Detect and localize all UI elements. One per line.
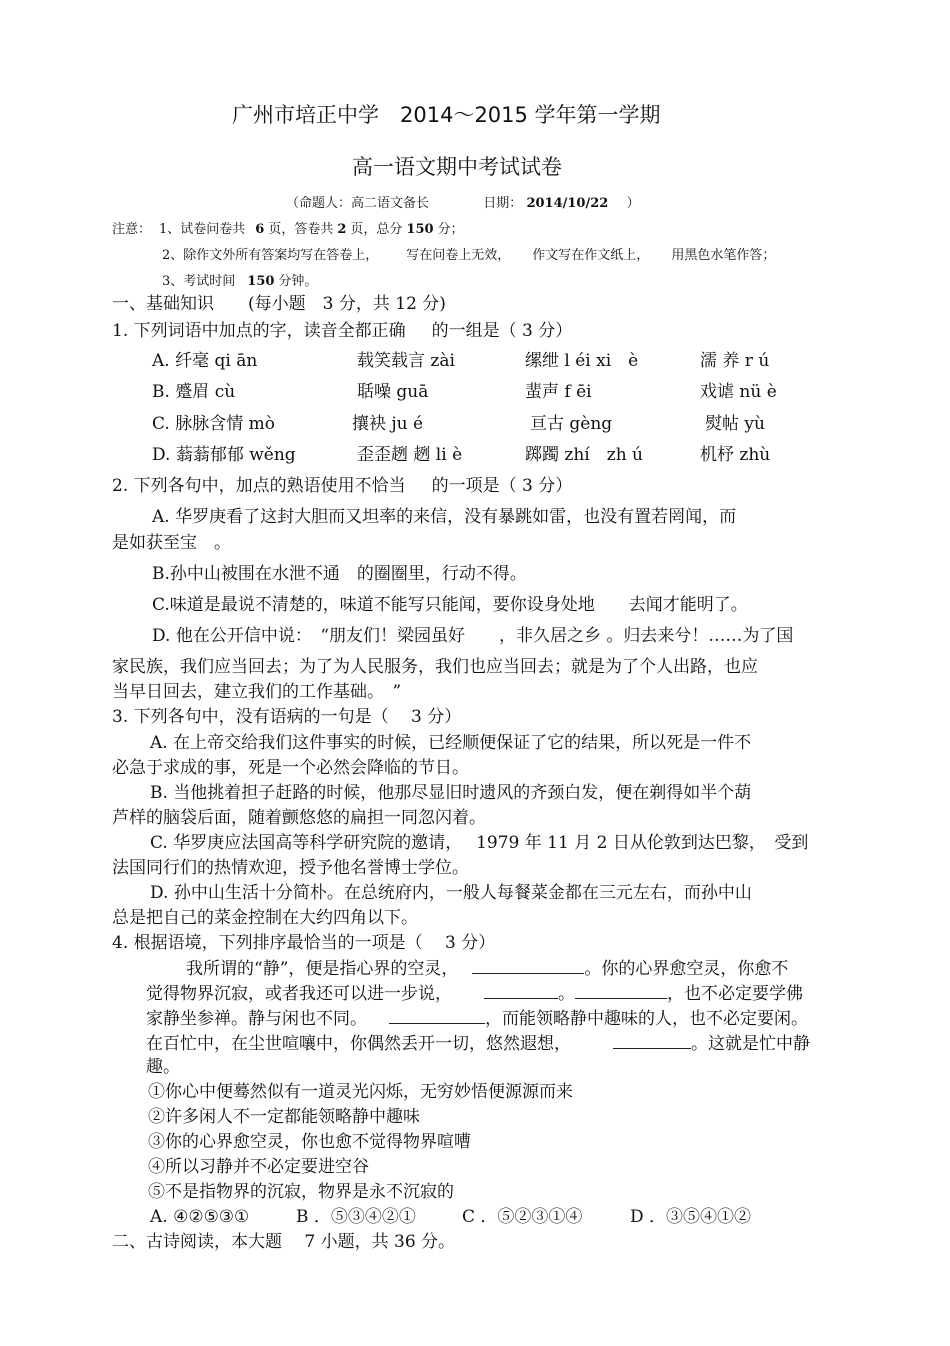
meta-suffix: ） [626,196,640,211]
q1-row-b-4: 戏谑 nü è [700,382,777,402]
q2-option-a-line1: A. 华罗庚看了这封大胆而又坦率的来信，没有暴跳如雷，也没有置若罔闻，而 [152,507,737,527]
page-subtitle: 高一语文期中考试试卷 [352,155,562,179]
q1-row-c-1: C. 脉脉含情 mò [152,414,275,434]
q4-option-c: C ．⑤②③①④ [462,1207,583,1227]
q4-blank-2 [484,982,558,999]
q2-option-c: C.味道是最说不清楚的，味道不能写只能闻，要你设身处地 去闻才能明了。 [152,595,748,615]
q3-option-d-line1: D. 孙中山生活十分简朴。在总统府内，一般人每餐菜金都在三元左右，而孙中山 [150,883,752,903]
q1-row-d-3: 踯躅 zhí zh ú [525,445,644,465]
q4-item-2: ②许多闲人不一定都能领略静中趣味 [148,1107,420,1127]
q1-row-a-2: 载笑载言 zài [357,351,455,371]
meta-author: （命题人：高二语文备长 [286,196,430,211]
q1-row-a-1: A. 纤毫 qi ān [152,351,258,371]
q4-item-3: ③你的心界愈空灵，你也愈不觉得物界喧嘈 [148,1132,471,1152]
q1-row-b-3: 蜚声 f ēi [525,382,592,402]
q3-option-d-line2: 总是把自己的菜金控制在大约四角以下。 [112,908,418,928]
q4-passage-line1: 我所谓的“静”，便是指心界的空灵， 。你的心界愈空灵，你愈不 [186,959,789,979]
q4-blank-1 [472,957,584,974]
q1-stem: 1. 下列词语中加点的字，读音全都正确 的一组是（ 3 分） [112,321,573,341]
q1-row-b-1: B. 蹙眉 cù [152,382,236,402]
note-1: 注意： 1、试卷问卷共 6 页，答卷共 2 页，总分 150 分； [112,222,464,237]
page-title: 广州市培正中学 2014～2015 学年第一学期 [232,103,661,127]
q4-option-a: A. ④②⑤③① [150,1207,250,1227]
q3-option-c-line2: 法国同行们的热情欢迎，授予他名誉博士学位。 [112,858,469,878]
q4-item-4: ④所以习静并不必定要进空谷 [148,1157,369,1177]
q4-option-d: D ．③⑤④①② [630,1207,752,1227]
q1-row-a-3: 缧绁 l éi xi è [525,351,639,371]
q3-option-b-line2: 芦样的脑袋后面，随着颤悠悠的扁担一同忽闪着。 [112,808,486,828]
q2-option-a-line2: 是如获至宝 。 [112,533,231,553]
q2-stem: 2. 下列各句中，加点的熟语使用不恰当 的一项是（ 3 分） [112,476,573,496]
q4-option-b: B ．⑤③④②① [296,1207,416,1227]
q3-stem: 3. 下列各句中，没有语病的一句是（ 3 分） [112,707,462,727]
q4-blank-4 [389,1007,485,1024]
q1-row-d-4: 机杼 zhù [700,445,771,465]
q3-option-c-line1: C. 华罗庚应法国高等科学研究院的邀请， 1979 年 11 月 2 日从伦敦到达巴黎， 受到 [150,833,809,853]
q3-option-a-line1: A. 在上帝交给我们这件事实的时候，已经顺便保证了它的结果，所以死是一件不 [150,733,752,753]
q1-row-d-1: D. 蓊蓊郁郁 wěng [152,445,296,465]
q4-passage-line3: 家静坐参禅。静与闲也不同。 ，而能领略静中趣味的人，也不必定要闲。 [146,1009,808,1029]
note-2: 2、除作文外所有答案均写在答卷上， 写在问卷上无效， 作文写在作文纸上， 用黑色水笔作答； [162,248,776,263]
q4-passage-line4: 在百忙中，在尘世喧嚷中，你偶然丢开一切，悠然遐想， 。这就是忙中静 [146,1034,810,1054]
meta-date: 2014/10/22 [526,196,609,211]
q4-item-5: ⑤不是指物界的沉寂，物界是永不沉寂的 [148,1182,454,1202]
q4-blank-3 [575,982,667,999]
note-3: 3、考试时间 150 分钟。 [162,274,318,289]
q2-option-d-line3: 当早日回去，建立我们的工作基础。 ” [112,682,402,702]
q3-option-a-line2: 必急于求成的事，死是一个必然会降临的节日。 [112,758,469,778]
q1-row-c-4: 熨帖 yù [705,414,765,434]
q3-option-b-line1: B. 当他挑着担子赶路的时候，他那尽显旧时遗风的齐颈白发，便在剃得如半个葫 [150,783,752,803]
q1-row-b-2: 聒噪 guā [357,382,429,402]
q1-row-c-2: 攘袂 ju é [352,414,424,434]
q1-row-c-3: 亘古 gèng [530,414,613,434]
section-1-heading: 一、基础知识 (每小题 3 分，共 12 分) [112,294,446,314]
q4-item-1: ①你心中便蓦然似有一道灵光闪烁，无穷妙悟便源源而来 [148,1082,573,1102]
q2-option-d-line1: D. 他在公开信中说： “朋友们！梁园虽好 ，非久居之乡 。归去来兮！……为了国 [152,626,794,646]
q2-option-b: B.孙中山被围在水泄不通 的圈圈里，行动不得。 [152,564,527,584]
q2-option-d-line2: 家民族，我们应当回去；为了为人民服务，我们也应当回去；就是为了个人出路，也应 [112,657,758,677]
q4-blank-5 [613,1032,691,1049]
exam-meta [286,193,640,215]
q4-passage-line2: 觉得物界沉寂，或者我还可以进一步说， 。 ，也不必定要学佛 [146,984,803,1004]
q4-stem: 4. 根据语境，下列排序最恰当的一项是（ 3 分） [112,933,496,953]
section-2-heading: 二、古诗阅读，本大题 7 小题，共 36 分。 [112,1232,456,1252]
q1-row-d-2: 歪歪趔 趔 li è [357,445,463,465]
q1-row-a-4: 濡 养 r ú [700,351,770,371]
q4-passage-line5: 趣。 [146,1057,180,1077]
meta-date-label: 日期： [483,196,523,211]
